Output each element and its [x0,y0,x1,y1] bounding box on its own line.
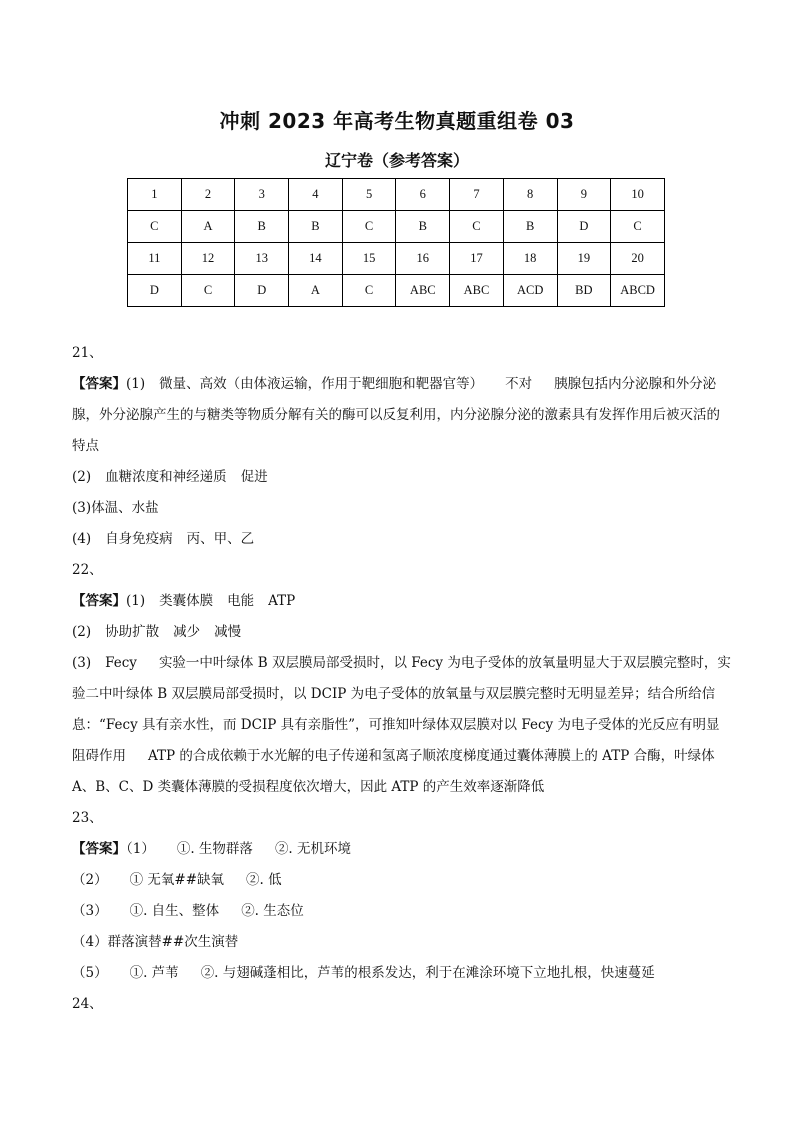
answer-table-row [128,211,665,243]
answer-table-cell: A [289,275,343,307]
answer-table-cell: B [503,211,557,243]
page-subtitle: 辽宁卷（参考答案） [324,151,469,170]
answer-paragraph: 【答案】(1) 类囊体膜 电能 ATP [72,593,296,609]
answer-table-cell: C [450,211,504,243]
answer-table-cell: 18 [503,243,557,275]
answer-paragraph: （4）群落演替##次生演替 [72,934,239,950]
answer-table-cell: 9 [557,179,611,211]
answer-table-cell: 7 [450,179,504,211]
answer-table-cell: 15 [342,243,396,275]
answer-paragraph: (3) Fecy 实验一中叶绿体 B 双层膜局部受损时，以 Fecy 为电子受体的放氧量明显大于双层膜完整时，实验二中叶绿体 B 双层膜局部受损时，以 DCIP 为电子受体的放氧量与双层膜完整时无明显差异；结合所给信息：“Fecy 具有亲水性，而 DCIP 具有亲脂性”，可推知叶绿体双层膜对以 Fecy 为电子受体的光反应有明显阻碍作用 ATP 的合成依赖于水光解的电子传递和氢离子顺浓度梯度通过囊体薄膜上的 ATP 合酶，叶绿体 A、B、C、D 类囊体薄膜的受损程度依次增大，因此 ATP 的产生效率逐渐降低 [72,655,731,795]
answer-table-cell: C [342,211,396,243]
answer-table-row [128,243,665,275]
answer-table-cell: 8 [503,179,557,211]
answer-table-cell: 6 [396,179,450,211]
answer-table-cell: BD [557,275,611,307]
answer-paragraph: (3)体温、水盐 [72,500,159,516]
answer-label: 【答案】 [72,841,126,857]
answer-paragraph: 【答案】（1） ①. 生物群落 ②. 无机环境 [72,841,352,857]
answer-table-row [128,179,665,211]
answer-table-row [128,275,665,307]
answer-table-cell: 14 [289,243,343,275]
answer-table-cell: 11 [128,243,182,275]
answer-table [127,178,665,307]
answer-table-cell: 5 [342,179,396,211]
question-number: 21、 [72,345,103,361]
answer-body [72,338,732,1020]
answer-table-cell: 4 [289,179,343,211]
answer-table-cell: D [128,275,182,307]
answer-table-cell: B [235,211,289,243]
answer-table-cell: B [289,211,343,243]
answer-paragraph: (4) 自身免疫病 丙、甲、乙 [72,531,255,547]
answer-table-cell: C [181,275,235,307]
answer-paragraph: （2） ① 无氧##缺氧 ②. 低 [72,872,282,888]
answer-table-cell: ABC [396,275,450,307]
answer-table-cell: B [396,211,450,243]
answer-table-cell: 20 [611,243,665,275]
answer-paragraph: （3） ①. 自生、整体 ②. 生态位 [72,903,304,919]
answer-paragraph: 【答案】(1) 微量、高效（由体液运输，作用于靶细胞和靶器官等） 不对 胰腺包括内分泌腺和外分泌腺，外分泌腺产生的与糖类等物质分解有关的酶可以反复利用，内分泌腺分泌的激素具有发挥作用后被灭活的特点 [72,376,720,454]
answer-table-cell: 16 [396,243,450,275]
question-number: 23、 [72,810,103,826]
answer-table-cell: A [181,211,235,243]
answer-table-cell: 10 [611,179,665,211]
answer-table-cell: C [128,211,182,243]
page-title: 冲刺 2023 年高考生物真题重组卷 03 [219,109,575,133]
answer-table-cell: ABCD [611,275,665,307]
answer-table-cell: D [557,211,611,243]
answer-table-cell: 12 [181,243,235,275]
question-number: 22、 [72,562,103,578]
answer-table-cell: D [235,275,289,307]
answer-table-cell: 2 [181,179,235,211]
answer-table-cell: 19 [557,243,611,275]
answer-table-cell: ABC [450,275,504,307]
answer-paragraph: （5） ①. 芦苇 ②. 与翅碱蓬相比，芦苇的根系发达，利于在滩涂环境下立地扎根，快速蔓延 [72,965,655,981]
answer-table-cell: 1 [128,179,182,211]
answer-table-cell: C [342,275,396,307]
answer-table-cell: ACD [503,275,557,307]
question-number: 24、 [72,996,103,1012]
answer-table-cell: 3 [235,179,289,211]
answer-paragraph: (2) 血糖浓度和神经递质 促进 [72,469,268,485]
answer-table-cell: 17 [450,243,504,275]
answer-table-cell: C [611,211,665,243]
answer-label: 【答案】 [72,593,126,609]
answer-paragraph: (2) 协助扩散 减少 减慢 [72,624,242,640]
answer-label: 【答案】 [72,376,126,392]
answer-table-cell: 13 [235,243,289,275]
